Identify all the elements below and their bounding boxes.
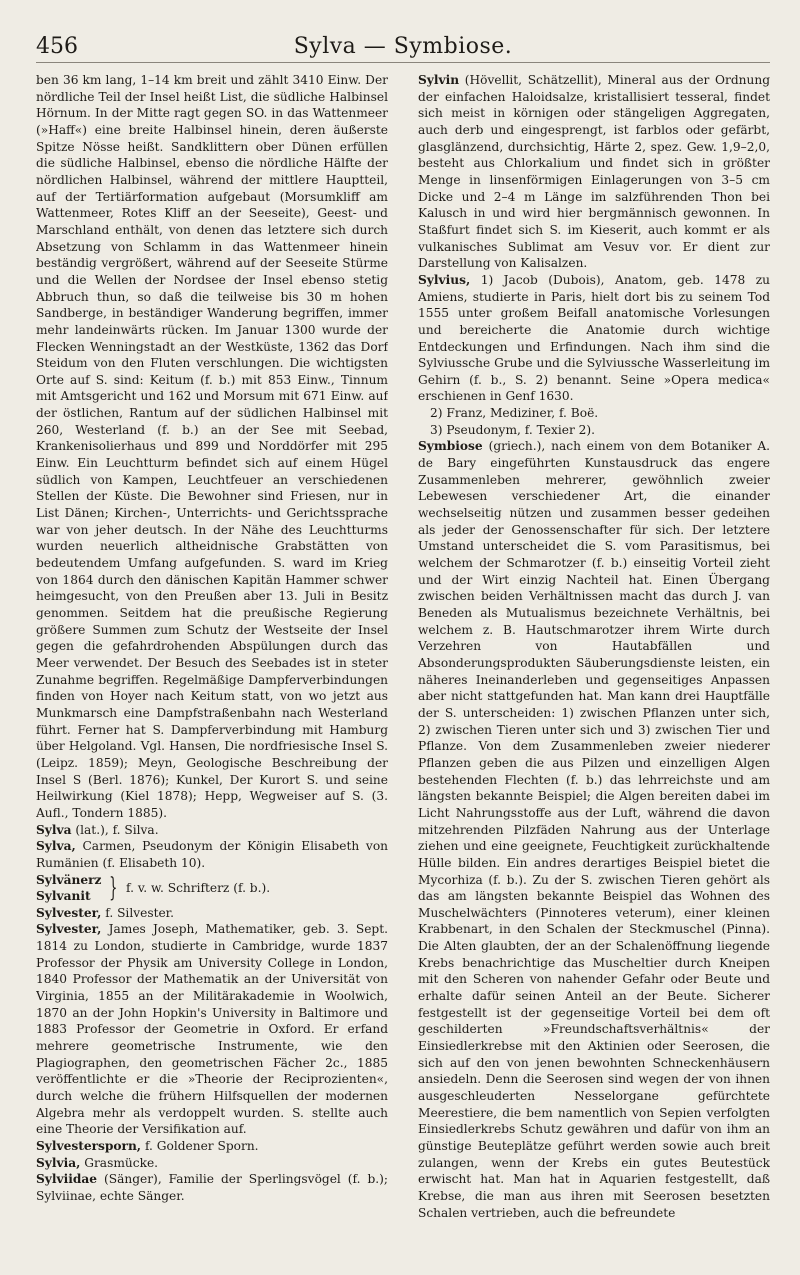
page-number: 456 <box>36 34 78 59</box>
entry-text: f. Goldener Sporn. <box>144 1139 259 1153</box>
column-left <box>36 72 388 1267</box>
entry-text: Carmen, Pseudonym der Königin Elisabeth von Rumänien (f. Elisabeth 10). <box>36 839 388 870</box>
entry-sylvius-2 <box>418 405 770 422</box>
entry-text: 2) Franz, Mediziner, f. Boë. <box>430 406 599 421</box>
entry-text: James Joseph, Mathematiker, geb. 3. Sept. 1814 zu London, studierte in Cambridge, wurde 1837 Professor der Physik am University College in London, 1840 Professor der Mathematik an der Universität von Virginia, 1855 an der Militärakademie in Woolwich, 1870 an der John Hopkin's University in Baltimore und 1883 Professor der Geometrie in Oxford. Er erfand mehrere geometrische Instrumente, wie den Plagiographen, den geometrischen Fächer 2c., 1885 veröffentlichte er die »Theorie der Reciprozienten«, durch welche die frühern Hilfsquellen der modernen Algebra mehr als verdoppelt wurden. S. stellte auch eine Theorie der Versifikation auf. <box>36 922 388 1137</box>
entry-headword: Sylvin <box>418 73 460 87</box>
entry-text: 1) Jacob (Dubois), Anatom, geb. 1478 zu Amiens, studierte in Paris, hielt dort bis zu seinem Tod 1555 unter großem Beifall anatomische Vorlesungen und bereicherte die Anatomie durch wichtige Entdeckungen und Erfindungen. Nach ihm sind die Sylviussche Grube und die Sylviussche Wasserleitung im Gehirn (f. b., S. 2) benannt. Seine »Opera medica« erschienen in Genf 1630. <box>418 272 770 404</box>
entry-sylvester <box>36 905 388 922</box>
brace-glyph: } <box>109 873 118 904</box>
entry-headword: Sylvester, <box>36 905 102 920</box>
entry-sylvin <box>418 72 770 272</box>
entry-headword: Sylvius, <box>418 272 471 287</box>
entry-sylva-carmen <box>36 838 388 871</box>
entry-headword: Symbiose <box>418 439 483 454</box>
entry-text: ben 36 km lang, 1–14 km breit und zählt 3410 Einw. Der nördliche Teil der Insel heißt List, die südliche Halbinsel Hörnum. In der Mitte ragt gegen SO. in das Wattenmeer (»Haff«) eine breite Halbinsel hinein, deren äußerste Spitze Nösse heißt. Sandklittern ober Dünen erfüllen die südliche Halbinsel, ebenso die nördliche Hälfte der nördlichen Halbinsel, während der mittlere Hauptteil, auf der Tertiärformation aufgebaut (Morsumkliff am Wattenmeer, Rotes Kliff an der Seeseite), Geest- und Marschland enthält, von denen das letztere sich durch Absetzung von Schlamm in das Wattenmeer hinein beständig vergrößert, während auf der Seeseite Stürme und die Wellen der Nordsee der Insel ebenso stetig Abbruch thun, so daß die teilweise bis 30 m hohen Sandberge, in beständiger Wanderung begriffen, immer mehr landeinwärts rücken. Im Januar 1300 wurde der Flecken Wenningstadt an der Westküste, 1362 das Dorf Steidum von den Fluten verschlungen. Die wichtigsten Orte auf S. sind: Keitum (f. b.) mit 853 Einw., Tinnum mit Amtsgericht und 162 und Morsum mit 671 Einw. auf der östlichen, Rantum auf der südlichen Halbinsel mit 260, Westerland (f. b.) an der See mit Seebad, Krankenisolierhaus und 899 und Norddörfer mit 295 Einw. Ein Leuchtturm befindet sich auf einem Hügel südlich von Kampen, Leuchtfeuer an verschiedenen Stellen der Küste. Die Bewohner sind Friesen, nur in List Dänen; Kirchen-, Unterrichts- und Gerichtssprache war von jeher deutsch. In der Nähe des Leuchtturms wurden neuerlich altheidnische Grabstätten von bedeutendem Umfang aufgefunden. S. ward im Krieg von 1864 durch den dänischen Kapitän Hammer schwer heimgesucht, von den Preußen aber 13. Juli in Besitz genommen. Seitdem hat die preußische Regierung größere Summen zum Schutz der Westseite der Insel gegen die gefahrdrohenden Abspülungen durch das Meer verwendet. Der Besuch des Seebades ist in steter Zunahme begriffen. Regelmäßige Dampferverbindungen finden von Hoyer nach Keitum statt, von wo jetzt aus Munkmarsch eine Dampfstraßenbahn nach Westerland führt. Ferner hat S. Dampferverbindung mit Hamburg über Helgoland. Vgl. Hansen, Die nordfriesische Insel S. (Leipz. 1859); Meyn, Geologische Beschreibung der Insel S (Berl. 1876); Kunkel, Der Kurort S. und seine Heilwirkung (Kiel 1878); Hepp, Wegweiser auf S. (3. Aufl., Tondern 1885). <box>36 73 388 820</box>
entry-text: f. v. w. Schrifterz (f. b.). <box>126 880 271 895</box>
entry-sylvestersporn <box>36 1138 388 1155</box>
entry-headword: Sylvänerz <box>36 872 102 887</box>
entry-sylvia <box>36 1155 388 1172</box>
entry-headword: Sylvester, <box>36 922 102 937</box>
entry-text: f. Silvester. <box>105 905 175 920</box>
entry-sylvaenerz-sylvanit <box>36 872 388 905</box>
entry-sylviidae <box>36 1171 388 1204</box>
column-right <box>418 72 770 1267</box>
entry-sylvius-3 <box>418 422 770 439</box>
entry-headword: Sylvestersporn, <box>36 1139 142 1153</box>
entry-headword: Sylviidae <box>36 1172 98 1187</box>
entry-text: Grasmücke. <box>84 1155 159 1170</box>
entry-text: (Sänger), Familie der Sperlingsvögel (f. b.); Sylviinae, echte Sänger. <box>36 1172 388 1203</box>
entry-headword: Sylva, <box>36 839 76 854</box>
entry-sylvius <box>418 272 770 405</box>
entry-sylt-continued <box>36 72 388 822</box>
entry-headword: Sylvanit <box>36 889 91 904</box>
entry-sylvester-james <box>36 921 388 1138</box>
entry-headword: Sylvia, <box>36 1155 81 1170</box>
entry-text: 3) Pseudonym, f. Texier 2). <box>430 422 596 437</box>
running-head: Sylva — Symbiose. <box>293 34 513 59</box>
entry-symbiose <box>418 438 770 1221</box>
entry-text: (Hövellit, Schätzellit), Mineral aus der Ordnung der einfachen Haloidsalze, kristallisiert tesseral, findet sich meist in körnigen oder stängeligen Aggregaten, auch derb und eingesprengt, ist farblos oder gefärbt, glasglänzend, durchsichtig, Härte 2, spez. Gew. 1,9–2,0, besteht aus Chlorkalium und findet sich in größter Menge in linsenförmigen Einlagerungen von 3–5 cm Dicke und 2–4 m Länge im salzführenden Thon bei Kalusch in und wird hier bergmännisch gewonnen. In Staßfurt findet sich S. im Kieserit, auch kommt er als vulkanisches Sublimat am Vesuv vor. Er dient zur Darstellung von Kalisalzen. <box>418 73 770 271</box>
entry-text: (griech.), nach einem von dem Botaniker A. de Bary eingeführten Kunstausdruck das engere Zusammenleben mehrerer, gewöhnlich zweier Lebewesen verschiedener Art, die einander wechselseitig nützen und zusammen besser gedeihen als jeder der Genossenschafter für sich. Der letztere Umstand unterscheidet die S. vom Parasitismus, bei welchem der Schmarotzer (f. b.) einseitig Vorteil zieht und der Wirt einzig Nachteil hat. Einen Übergang zwischen beiden Verhältnissen macht das durch J. van Beneden als Mutualismus bezeichnete Verhältnis, bei welchem z. B. Hautschmarotzer ihrem Wirte durch Verzehren von Hautabfällen und Absonderungsprodukten Säuberungsdienste leisten, ein näheres Ineinanderleben und gegenseitiges Anpassen aber nicht stattgefunden hat. Man kann drei Hauptfälle der S. unterscheiden: 1) zwischen Pflanzen unter sich, 2) zwischen Tieren unter sich und 3) zwischen Tier und Pflanze. Von dem Zusammenleben zweier niederer Pflanzen geben die aus Pilzen und einzelligen Algen bestehenden Flechten (f. b.) das lehrreichste und am längsten bekannte Beispiel; die Algen bereiten dabei im Licht Nahrungsstoffe aus der Luft, während die davon mitzehrenden Pilzfäden Nahrung aus der Unterlage ziehen und eine geeignete, Feuchtigkeit zurückhaltende Hülle bilden. Ein andres derartiges Beispiel bietet die Mycorhiza (f. b.). Zu der S. zwischen Tieren gehört als das am längsten bekannte Beispiel das Wohnen des Muschelwächters (Pinnoteres veterum), einer kleinen Krabbenart, in den Schalen der Steckmuschel (Pinna). Die Alten glaubten, der an der Schalenöffnung liegende Krebs benachrichtige das Muscheltier durch Kneipen mit den Scheren von nahender Gefahr oder Beute und erhalte dafür seinen Anteil an der Beute. Sicherer festgestellt ist der gegenseitige Vorteil bei dem oft geschilderten »Freundschaftsverhältnis« der Einsiedlerkrebse mit den Aktinien oder Seerosen, die sich auf den von jenen bewohnten Schneckenhäusern ansiedeln. Denn die Seerosen sind wegen der von ihnen ausgeschleuderten Nesselorgane gefürchtete Meerestiere, die bem namentlich von Sepien verfolgten Einsiedlerkrebs Schutz gewähren und dafür von ihm an günstige Beuteplätze geführt werden sowie auch breit zulangen, wenn der Krebs ein gutes Beutestück erwischt hat. Man hat in Aquarien festgestellt, daß Krebse, die man aus ihren mit Seerosen besetzten Schalen vertrieben, auch die befreundete <box>418 439 770 1220</box>
entry-sylva <box>36 822 388 839</box>
page-header <box>36 34 770 63</box>
entry-text: (lat.), f. Silva. <box>75 822 159 837</box>
entry-headword: Sylva <box>36 822 72 837</box>
